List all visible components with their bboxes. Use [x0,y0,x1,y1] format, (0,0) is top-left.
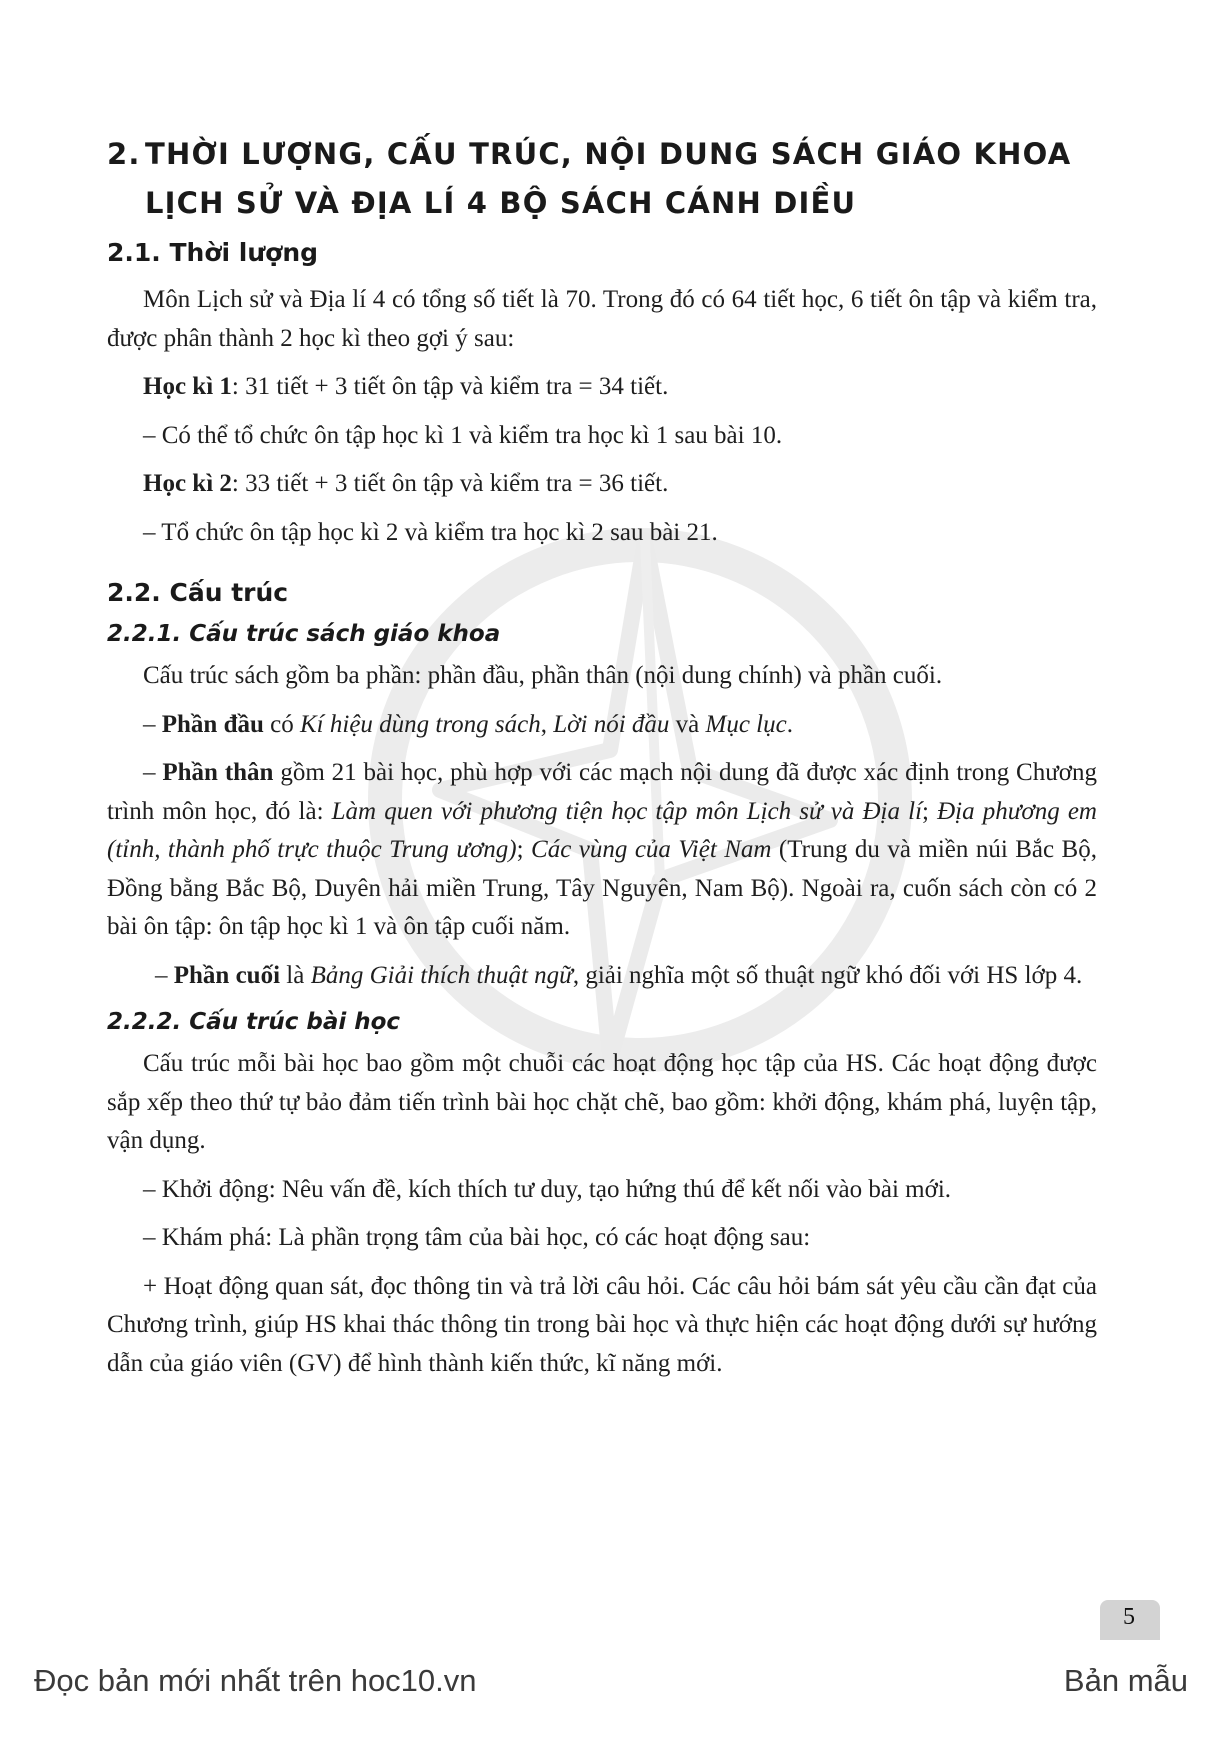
semester-2-text: : 33 tiết + 3 tiết ôn tập và kiểm tra = 36 tiết. [231,470,669,497]
paragraph-semester-2 [107,465,1097,504]
paragraph-kham-pha: – Khám phá: Là phần trọng tâm của bài học, có các hoạt động sau: [143,1224,811,1251]
semester-1-text: : 31 tiết + 3 tiết ôn tập và kiểm tra = 34 tiết. [231,373,669,400]
phan-than-label: Phần thân [162,759,274,786]
footer-sample-label: Bản mẫu [1063,1663,1188,1698]
phan-cuoi-label: Phần cuối [173,961,281,989]
subsection-title-2-1: 2.1. Thời lượng [107,238,319,267]
phan-dau-label: Phần đầu [161,710,264,738]
subsection-title-2-2-1: 2.2.1. Cấu trúc sách giáo khoa [107,621,501,647]
main-content [107,130,1097,1383]
paragraph-book-structure: Cấu trúc sách gồm ba phần: phần đầu, phần thân (nội dung chính) và phần cuối. [143,662,943,689]
paragraph-lesson-structure: Cấu trúc mỗi bài học bao gồm một chuỗi các hoạt động học tập của HS. Các hoạt động được sắp xếp theo thứ tự bảo đảm tiến trình bài học chặt chẽ, bao gồm: khởi động, khám phá, luyện tập, vận dụng. [107,1050,1097,1154]
paragraph-hoat-dong: + Hoạt động quan sát, đọc thông tin và trả lời câu hỏi. Các câu hỏi bám sát yêu cầu cần đạt của Chương trình, giúp HS khai thác thông tin trong bài học và thực hiện các hoạt động dưới sự hướng dẫn của giáo viên (GV) để hình thành kiến thức, kĩ năng mới. [107,1272,1097,1377]
page-number: 5 [1123,1604,1135,1630]
heading-line-2: LỊCH SỬ VÀ ĐỊA LÍ 4 BỘ SÁCH CÁNH DIỀU [145,186,857,220]
paragraph-phan-than: – Phần thân gồm 21 bài học, phù hợp với các mạch nội dung đã được xác định trong Chương trình môn học, đó là: Làm quen với phương tiện học tập môn Lịch sử và Địa lí; Địa phương em (tỉnh, thành phố trực thuộc Trung ương); Các vùng của Việt Nam (Trung du và miền núi Bắc Bộ, Đồng bằng Bắc Bộ, Duyên hải miền Trung, Tây Nguyên, Nam Bộ). Ngoài ra, cuốn sách còn có 2 bài ôn tập: ôn tập học kì 1 và ôn tập cuối năm. [107,759,1097,940]
paragraph-phan-dau: – Phần đầu có Kí hiệu dùng trong sách, Lời nói đầu và Mục lục. [143,710,793,738]
semester-2-label: Học kì 2 [143,470,232,497]
semester-1-label: Học kì 1 [143,373,232,400]
paragraph-semester-1-note: – Có thể tổ chức ôn tập học kì 1 và kiểm tra học kì 1 sau bài 10. [143,421,783,449]
footer-read-latest-link[interactable]: Đọc bản mới nhất trên hoc10.vn [34,1663,477,1698]
heading-line-1: THỜI LƯỢNG, CẤU TRÚC, NỘI DUNG SÁCH GIÁO KHOA [145,137,1072,171]
paragraph-semester-1 [107,368,1097,407]
paragraph-phan-cuoi: – Phần cuối là Bảng Giải thích thuật ngữ, giải nghĩa một số thuật ngữ khó đối với HS lớp 4. [155,961,1083,989]
subsection-title-2-2: 2.2. Cấu trúc [107,578,289,607]
subsection-title-2-2-2: 2.2.2. Cấu trúc bài học [107,1009,401,1035]
section-heading [107,130,1097,228]
paragraph-total-periods: Môn Lịch sử và Địa lí 4 có tổng số tiết là 70. Trong đó có 64 tiết học, 6 tiết ôn tập và kiểm tra, được phân thành 2 học kì theo gợi ý sau: [107,286,1097,352]
section-number: 2. [107,137,141,171]
paragraph-semester-2-note: – Tổ chức ôn tập học kì 2 và kiểm tra học kì 2 sau bài 21. [143,518,718,546]
paragraph-khoi-dong: – Khởi động: Nêu vấn đề, kích thích tư duy, tạo hứng thú để kết nối vào bài mới. [143,1175,952,1203]
